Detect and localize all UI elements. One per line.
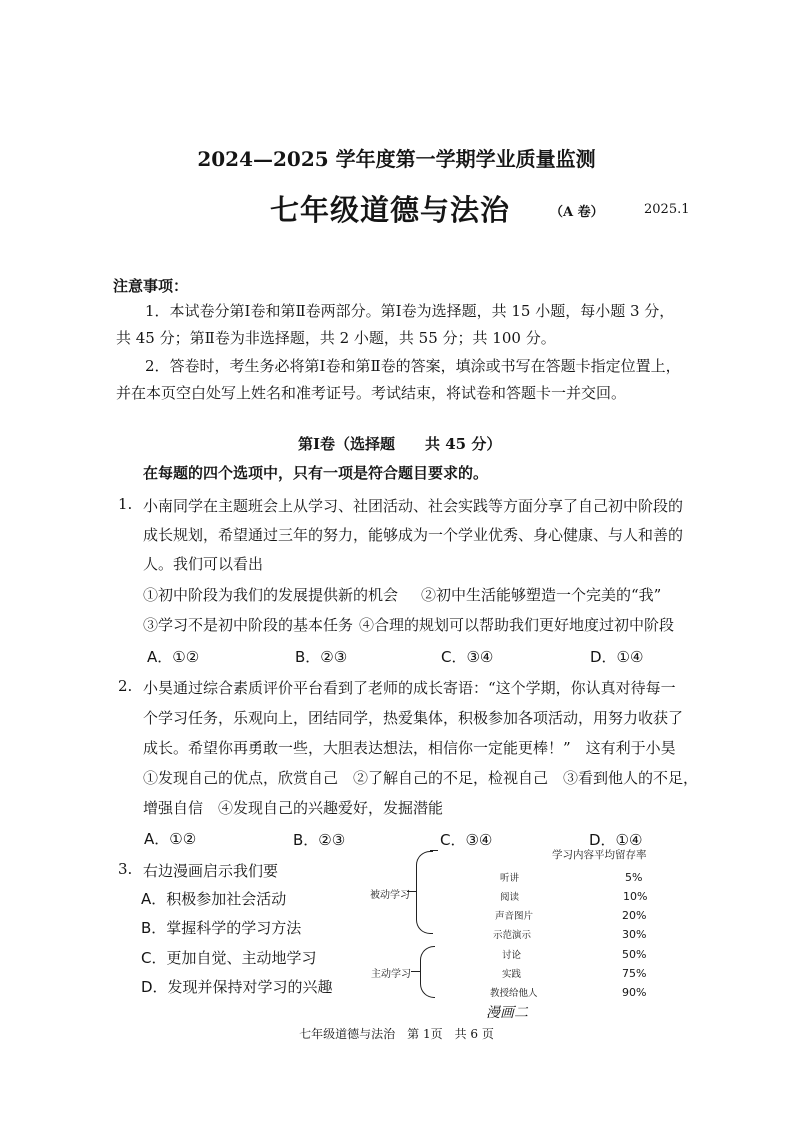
notice-item-2-line-2: 并在本页空白处写上姓名和准考证号。考试结束，将试卷和答题卡一并交回。 [116,384,627,402]
comic-caption: 漫画二 [486,1005,528,1021]
question-1-stem-line-3: 人。我们可以看出 [143,555,264,573]
question-1-statement-3: ③学习不是初中阶段的基本任务 [143,616,354,634]
retention-rate: 20% [622,909,647,922]
retention-rate: 75% [622,967,647,980]
notice-item-1-line-1: 1．本试卷分第Ⅰ卷和第Ⅱ卷两部分。第Ⅰ卷为选择题，共 15 小题，每小题 3 分， [145,302,675,320]
section-instruction: 在每题的四个选项中，只有一项是符合题目要求的。 [143,464,489,482]
passive-learning-label: 被动学习 [370,890,410,901]
question-2-stem-line-3: 成长。希望你再勇敢一些，大胆表达想法，相信你一定能更棒！” 这有利于小昊 [143,739,676,757]
question-1-stem-line-1: 小南同学在主题班会上从学习、社团活动、社会实践等方面分享了自己初中阶段的 [143,497,684,515]
question-1-number: 1. [118,495,133,513]
question-2-stem-line-5: 增强自信 ④发现自己的兴趣爱好，发掘潜能 [143,799,444,817]
retention-rate: 30% [622,928,647,941]
question-2-option-a[interactable]: A．①② [144,830,197,848]
exam-date: 2025.1 [644,202,690,217]
question-2-option-b[interactable]: B．②③ [293,831,346,849]
question-1-statement-1: ①初中阶段为我们的发展提供新的机会 [143,586,399,604]
question-1-option-d[interactable]: D．①④ [590,648,644,666]
active-brace [420,946,435,998]
question-1-stem-line-2: 成长规划，希望通过三年的努力，能够成为一个学业优秀、身心健康、与人和善的 [143,526,684,544]
question-3-stem: 右边漫画启示我们要 [143,862,279,880]
retention-rate: 90% [622,986,647,999]
retention-activity: 声音图片 [495,911,534,922]
active-learning-label: 主动学习 [371,969,411,980]
question-3-number: 3. [118,860,133,878]
question-1-option-b[interactable]: B．②③ [295,648,348,666]
question-1-statement-4: ④合理的规划可以帮助我们更好地度过初中阶段 [359,616,675,634]
question-3-option-b[interactable]: B．掌握科学的学习方法 [141,919,302,937]
page-footer: 七年级道德与法治 第 1页 共 6 页 [299,1027,494,1041]
question-3-option-d[interactable]: D．发现并保持对学习的兴趣 [141,978,333,996]
question-2-number: 2. [118,677,133,695]
question-2-stem-line-2: 个学习任务，乐观向上，团结同学，热爱集体，积极参加各项活动，用努力收获了 [143,709,684,727]
section-title: 第Ⅰ卷（选择题 共 45 分） [298,435,502,453]
retention-rate: 5% [625,871,643,884]
retention-rate: 10% [623,890,648,903]
passive-brace [416,851,433,934]
volume-label: （A 卷） [550,205,604,220]
question-2-stem-line-4: ①发现自己的优点，欣赏自己 ②了解自己的不足，检视自己 ③看到他人的不足， [143,769,699,787]
retention-activity: 教授给他人 [490,988,538,999]
comic-title: 学习内容平均留存率 [552,849,647,861]
notice-title: 注意事项： [113,277,189,295]
question-3-option-c[interactable]: C．更加自觉、主动地学习 [141,949,317,967]
question-2-option-c[interactable]: C．③④ [440,831,493,849]
notice-item-1-line-2: 共 45 分；第Ⅱ卷为非选择题，共 2 小题，共 55 分；共 100 分。 [116,329,556,347]
question-2-option-d[interactable]: D．①④ [589,831,643,849]
subject-title: 七年级道德与法治 [270,193,511,227]
retention-activity: 实践 [502,969,522,980]
retention-activity: 示范演示 [493,930,532,941]
notice-item-2-line-1: 2．答卷时，考生务必将第Ⅰ卷和第Ⅱ卷的答案，填涂或书写在答题卡指定位置上， [145,357,681,375]
retention-activity: 讨论 [502,950,522,961]
question-1-option-a[interactable]: A．①② [147,648,200,666]
retention-activity: 听讲 [500,873,520,884]
active-brace-tip [411,971,421,972]
exam-title: 2024—2025 学年度第一学期学业质量监测 [197,147,596,171]
question-3-option-a[interactable]: A．积极参加社会活动 [141,890,287,908]
question-1-option-c[interactable]: C．③④ [441,648,494,666]
question-2-stem-line-1: 小昊通过综合素质评价平台看到了老师的成长寄语：“这个学期，你认真对待每一 [143,679,676,697]
retention-activity: 阅读 [500,892,520,903]
retention-rate: 50% [622,948,647,961]
question-1-statement-2: ②初中生活能够塑造一个完美的“我” [421,586,662,604]
